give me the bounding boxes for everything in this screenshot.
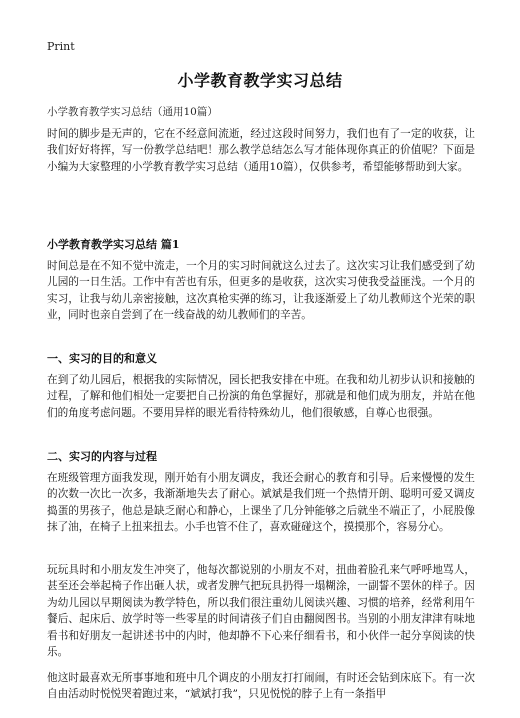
print-label[interactable]: Print: [47, 40, 75, 53]
process-paragraph-2: 玩玩具时和小朋友发生冲突了，他每次都说别的小朋友不对，扭曲着脸孔来气呼呼地骂人，甚至还会举起椅子作出砸人状，或者发脾气把玩具扔得一塌糊涂，一副誓不罢休的样子。因为幼儿园以早期阅读为教学特色，所以我们很注重幼儿阅读兴趣、习惯的培养，经常利用午餐后、起床后、放学时等一些零星的时间请孩子们自由翻阅图书。当别的小朋友津津有味地看书和好朋友一起讲述书中的内时，他却静不下心来仔细看书，和小伙伴一起分享阅读的快乐。: [47, 564, 475, 659]
section1-heading: 小学教育教学实习总结 篇1: [47, 238, 180, 251]
section1-paragraph: 时间总是在不知不觉中流走，一个月的实习时间就这么过去了。这次实习让我们感受到了幼儿园的一日生活。工作中有苦也有乐，但更多的是收获，这次实习使我受益匪浅。一个月的实习，让我与幼儿亲密接触，这次真枪实弹的练习，让我逐渐爱上了幼儿教师这个光荣的职业，同时也亲自尝到了在一线奋战的幼儿教师们的辛苦。: [47, 260, 475, 322]
process-paragraph-3: 他这时最喜欢无所事事地和班中几个调皮的小朋友打打闹闹，有时还会钻到床底下。有一次自由活动时悦悦哭着跑过来，“斌斌打我”，只见悦悦的脖子上有一条指甲: [47, 672, 475, 701]
process-heading: 二、实习的内容与过程: [47, 450, 157, 463]
intro-paragraph: 时间的脚步是无声的，它在不经意间流逝，经过这段时间努力，我们也有了一定的收获，让我们好好将挥，写一份教学总结吧！那么教学总结怎么写才能体现你真正的价值呢？下面是小编为大家整理的小学教育教学实习总结（通用10篇），仅供参考，希望能够帮助到大家。: [47, 128, 475, 173]
goal-paragraph: 在到了幼儿园后，根据我的实际情况，园长把我安排在中班。在我和幼儿初步认识和接触的过程，了解和他们相处一定要把自己扮演的角色掌握好，那就是和他们成为朋友，并站在他们的角度考虑问题。不要用异样的眼光看待特殊幼儿，他们很敏感，自尊心也很强。: [47, 374, 475, 419]
document-subtitle: 小学教育教学实习总结（通用10篇）: [47, 106, 218, 118]
page-title: 小学教育教学实习总结: [177, 71, 343, 90]
goal-heading: 一、实习的目的和意义: [47, 352, 157, 365]
process-paragraph-1: 在班级管理方面我发现，刚开始有小朋友调皮，我还会耐心的教育和引导。后来慢慢的发生的次数一次比一次多，我渐渐地失去了耐心。斌斌是我们班一个热情开朗、聪明可爱又调皮捣蛋的男孩子，他总是缺乏耐心和静心，上课坐了几分钟能够之后就坐不端正了，小屁股像抹了油，在椅子上扭来扭去。小手也管不住了，喜欢碰碰这个，摸摸那个，容易分心。: [47, 472, 475, 534]
